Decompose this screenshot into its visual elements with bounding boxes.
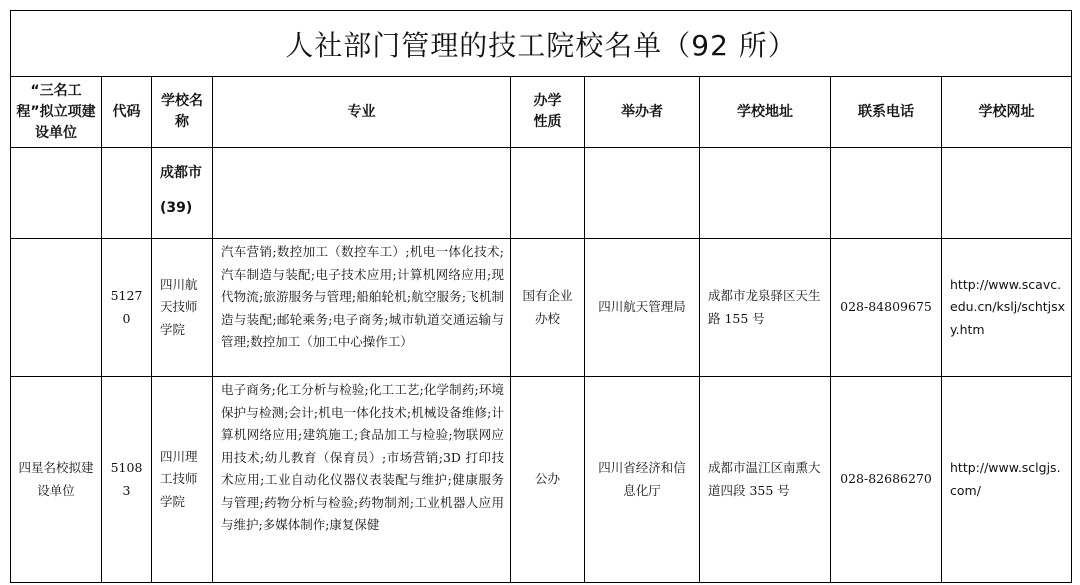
organizer-cell: 四川航天管理局 [585, 239, 700, 377]
document-page [10, 10, 1072, 583]
header-website: 学校网址 [942, 77, 1072, 148]
region-cell [152, 148, 213, 239]
region-empty-cell [831, 148, 942, 239]
major-cell: 电子商务;化工分析与检验;化工工艺;化学制药;环境保护与检测;会计;机电一体化技术;机械设备维修;计算机网络应用;建筑施工;食品加工与检验;物联网应用技术;幼儿教育（保育员）;市场营销;3D 打印技术应用;工业自动化仪器仪表装配与维护;健康服务与管理;药物分析与检验;药物制剂;工业机器人应用与维护;多媒体制作;康复保健 [213, 377, 511, 583]
region-count: (39) [160, 200, 193, 216]
phone-cell: 028-84809675 [831, 239, 942, 377]
project-cell [11, 239, 102, 377]
major-cell: 汽车营销;数控加工（数控车工）;机电一体化技术;汽车制造与装配;电子技术应用;计算机网络应用;现代物流;旅游服务与管理;船舶轮机;航空服务;飞机制造与装配;邮轮乘务;电子商务;城市轨道交通运输与管理;数控加工（加工中心操作工） [213, 239, 511, 377]
nature-cell: 国有企业办校 [511, 239, 585, 377]
address-cell: 成都市龙泉驿区天生路 155 号 [700, 239, 831, 377]
region-empty-cell [942, 148, 1072, 239]
region-empty-cell [11, 148, 102, 239]
region-name: 成都市 [160, 165, 202, 181]
page-title: 人社部门管理的技工院校名单（92 所） [11, 11, 1072, 77]
website-link[interactable]: http://www.sclgjs.com/ [942, 377, 1072, 583]
header-major: 专业 [213, 77, 511, 148]
header-organizer: 举办者 [585, 77, 700, 148]
school-name-cell: 四川航天技师学院 [152, 239, 213, 377]
header-school-name: 学校名称 [152, 77, 213, 148]
website-link[interactable]: http://www.scavc.edu.cn/kslj/schtjsxy.htm [942, 239, 1072, 377]
header-project: “三名工程”拟立项建设单位 [11, 77, 102, 148]
header-nature: 办学性质 [511, 77, 585, 148]
header-phone: 联系电话 [831, 77, 942, 148]
region-empty-cell [585, 148, 700, 239]
school-list-table [10, 10, 1072, 583]
region-empty-cell [102, 148, 152, 239]
nature-cell: 公办 [511, 377, 585, 583]
header-code: 代码 [102, 77, 152, 148]
code-cell: 51083 [102, 377, 152, 583]
phone-cell: 028-82686270 [831, 377, 942, 583]
address-cell: 成都市温江区南熏大道四段 355 号 [700, 377, 831, 583]
project-cell: 四星名校拟建设单位 [11, 377, 102, 583]
school-name-cell: 四川理工技师学院 [152, 377, 213, 583]
region-row [11, 148, 1072, 239]
table-row [11, 377, 1072, 583]
header-row [11, 77, 1072, 148]
code-cell: 51270 [102, 239, 152, 377]
organizer-cell: 四川省经济和信息化厅 [585, 377, 700, 583]
table-row [11, 239, 1072, 377]
header-address: 学校地址 [700, 77, 831, 148]
region-empty-cell [213, 148, 511, 239]
region-empty-cell [511, 148, 585, 239]
region-empty-cell [700, 148, 831, 239]
